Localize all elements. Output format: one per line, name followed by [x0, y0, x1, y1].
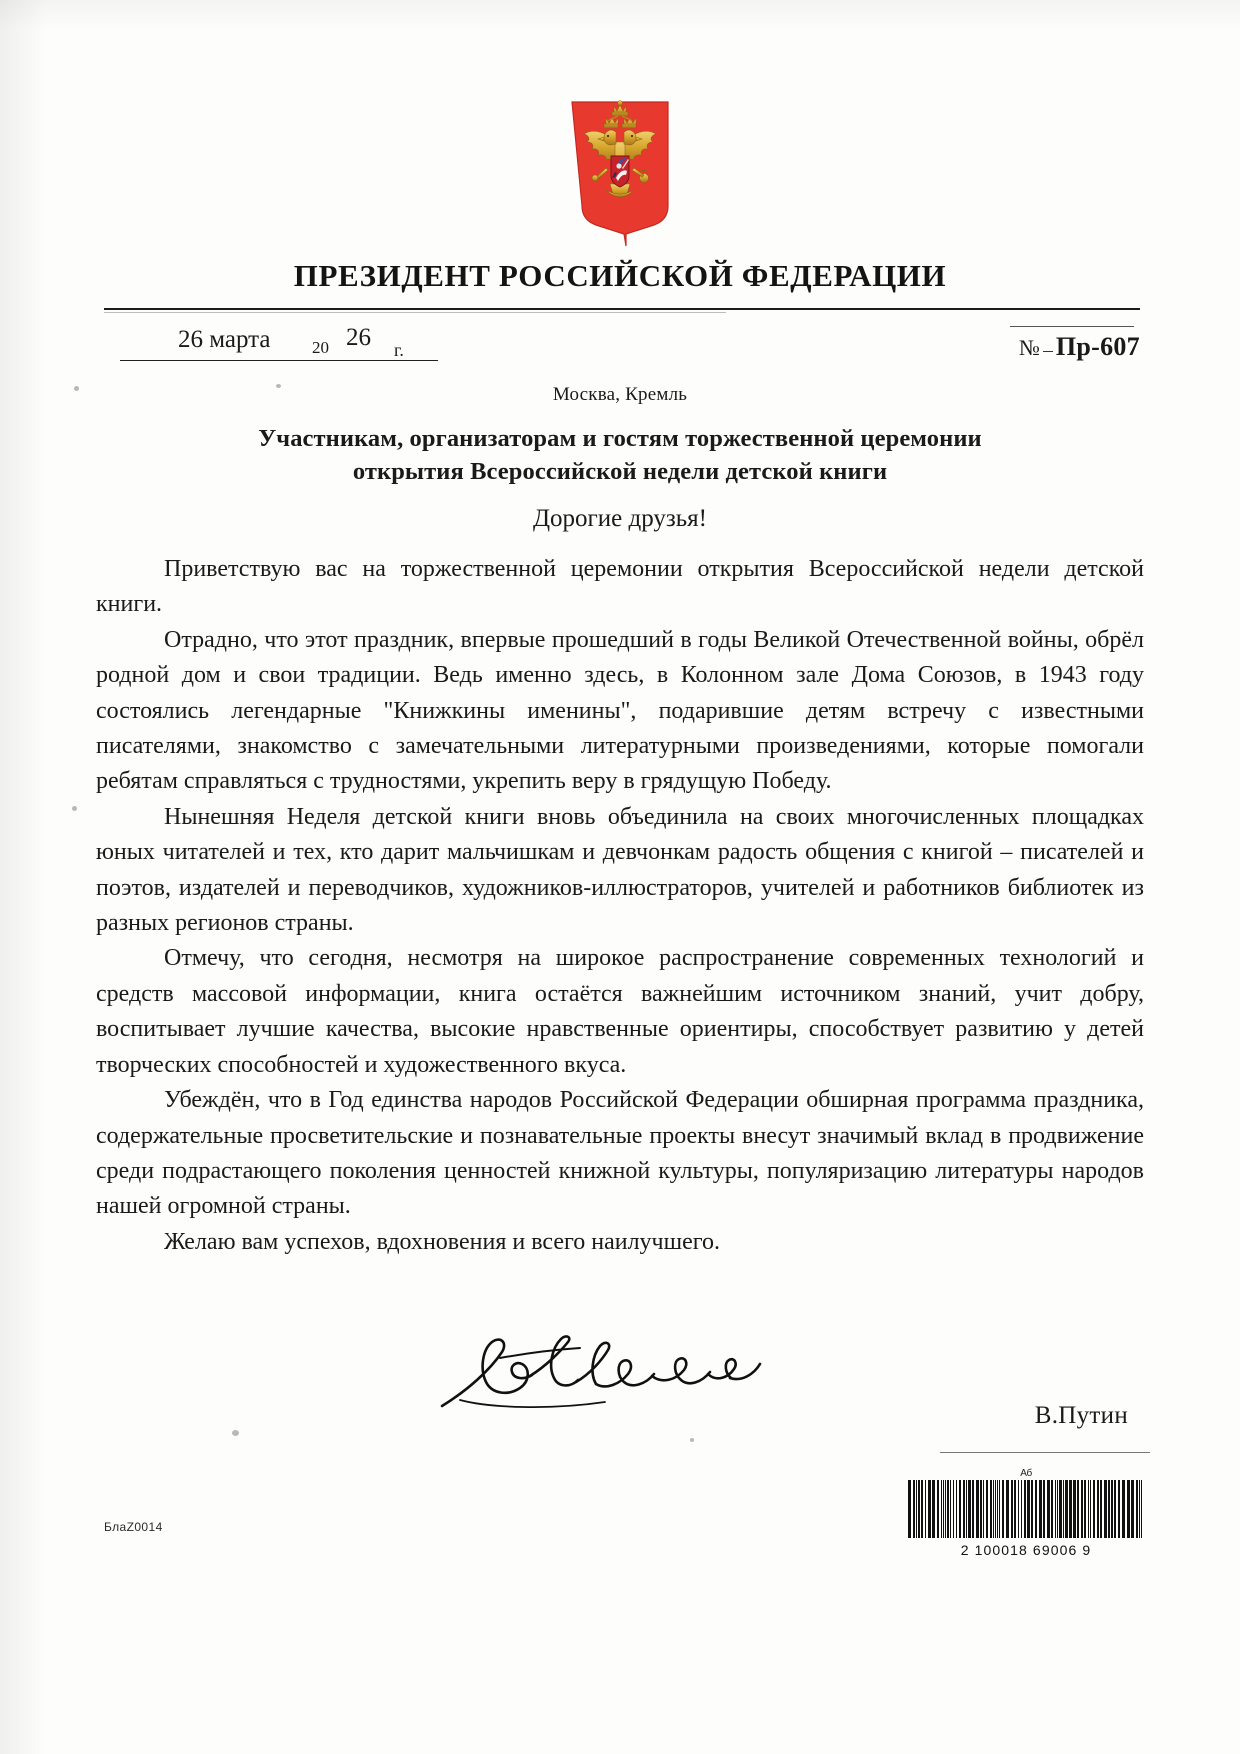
- barcode-block: [908, 1468, 1144, 1558]
- barcode-topmark: Аб: [1020, 1468, 1032, 1479]
- document-number-block: [1019, 332, 1140, 362]
- barcode-bars-icon: [908, 1480, 1144, 1538]
- place-line: Москва, Кремль: [552, 384, 688, 405]
- body-paragraph: Нынешняя Неделя детской книги вновь объединила на своих многочисленных площадках юных читателей и тех, кто дарит мальчишкам и девчонкам радость общения с книгой – писателей и поэтов, издателей и переводчиков, художников-иллюстраторов, учителей и работников библиотек из разных регионов страны.: [96, 803, 1144, 937]
- scan-edge-shading-top: [0, 0, 1240, 30]
- addressee-heading: [140, 422, 1100, 488]
- body-paragraph: Отрадно, что этот праздник, впервые прошедший в годы Великой Отечественной войны, обрёл родной дом и свои традиции. Ведь именно здесь, в Колонном зале Дома Союзов, в 1943 году состоялись легендарные "Книжкины именины", подарившие детям встречу с известными писателями, знакомство с замечательными литературными произведениями, которые помогали ребятам справляться с трудностями, укрепить веру в грядущую Победу.: [96, 626, 1144, 795]
- body-paragraph: Убеждён, что в Год единства народов Российской Федерации обширная программа праздника, содержательные просветительские и познавательные проекты внесут значимый вклад в продвижение среди подрастающего поколения ценностей книжной культуры, популяризацию литературы народов нашей огромной страны.: [96, 1087, 1144, 1220]
- salutation: Дорогие друзья!: [532, 505, 708, 532]
- signature-mark-icon: [430, 1330, 810, 1427]
- number-dash: [1043, 351, 1053, 352]
- coat-of-arms-of-russia-icon: [566, 96, 674, 248]
- document-number: Пр-607: [1055, 332, 1140, 361]
- number-sign: №: [1018, 335, 1040, 360]
- date-year-underline: [338, 360, 392, 361]
- barcode-digits: 2 100018 69006 9: [960, 1542, 1092, 1558]
- addressee-heading-line-1: Участникам, организаторам и гостям торжественной церемонии: [258, 425, 982, 452]
- signer-name: В.Путин: [1034, 1402, 1128, 1429]
- body-paragraph: Отмечу, что сегодня, несмотря на широкое распространение современных технологий и средств массовой информации, книга остаётся важнейшим источником знаний, учит добру, воспитывает лучшие качества, высокие нравственные ориентиры, способствует развитию у детей творческих способностей и художественного вкуса.: [96, 945, 1144, 1078]
- date-year-abbrev: г.: [394, 340, 404, 360]
- letterhead-title: ПРЕЗИДЕНТ РОССИЙСКОЙ ФЕДЕРАЦИИ: [293, 258, 947, 293]
- document-meta-row: [104, 322, 1140, 382]
- body-paragraph: Желаю вам успехов, вдохновения и всего наилучшего.: [164, 1228, 721, 1255]
- emblem-container: [0, 96, 1240, 248]
- date-day-month: 26 марта: [178, 326, 271, 353]
- date-year-suffix: 26: [346, 324, 371, 351]
- date-century-prefix: 20: [312, 338, 329, 357]
- scan-speck: [72, 806, 77, 811]
- letterhead-divider: [104, 308, 1140, 310]
- document-number-rule: [1010, 326, 1134, 327]
- body-paragraph: Приветствую вас на торжественной церемонии открытия Всероссийской недели детской книги.: [96, 556, 1144, 618]
- letter-body: [96, 552, 1144, 1260]
- addressee-heading-line-2: открытия Всероссийской недели детской книги: [352, 458, 888, 485]
- signature-area: [0, 1330, 1240, 1470]
- document-registration-code: БлаZ0014: [104, 1520, 163, 1534]
- barcode-top-rule: [940, 1452, 1150, 1453]
